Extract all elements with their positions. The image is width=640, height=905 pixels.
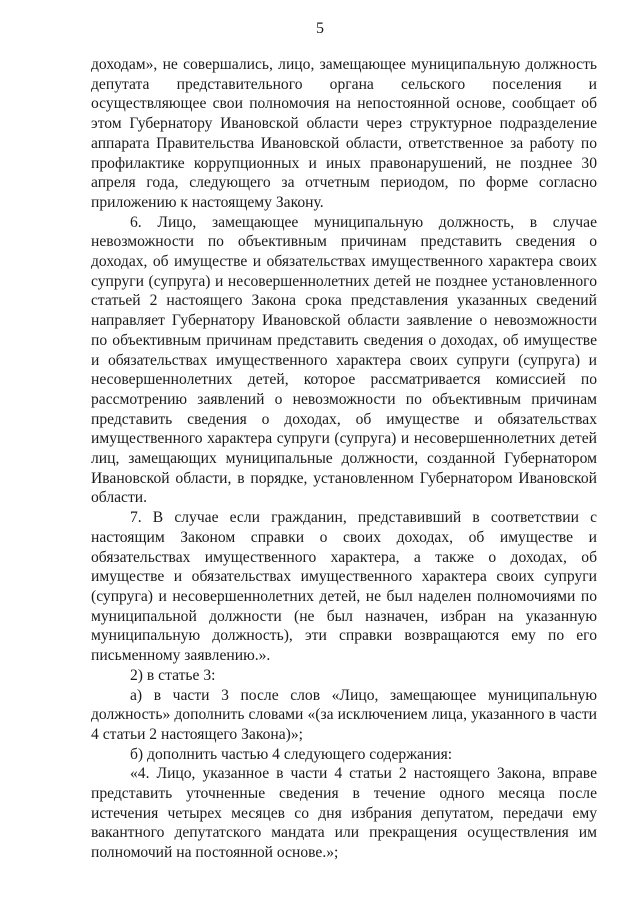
document-body [91, 55, 597, 863]
paragraph-continuation-part-5: доходам», не совершались, лицо, замещающее муниципальную должность депутата представительного органа сельского поселения и осуществляющее свои полномочия на непостоянной основе, сообщает об этом Губернатору Ивановской области через структурное подразделение аппарата Правительства Ивановской области, ответственное за работу по профилактике коррупционных и иных правонарушений, не позднее 30 апреля года, следующего за отчетным периодом, по форме согласно приложению к настоящему Закону. [91, 56, 597, 211]
page-number: 5 [316, 20, 324, 37]
paragraph-article-3-heading: 2) в статье 3: [130, 666, 216, 684]
paragraph-new-part-4: «4. Лицо, указанное в части 4 статьи 2 настоящего Закона, вправе представить уточненные сведения в течение одного месяца после истечения четырех месяцев со дня избрания депутатом, передачи ему вакантного депутатского мандата или прекращения осуществления им полномочий на постоянной основе.»; [91, 765, 597, 862]
paragraph-item-b: б) дополнить частью 4 следующего содержания: [130, 745, 453, 763]
paragraph-item-a: а) в части 3 после слов «Лицо, замещающее муниципальную должность» дополнить словами «(за исключением лица, указанного в части 4 статьи 2 настоящего Закона)»; [91, 686, 597, 743]
paragraph-part-7: 7. В случае если гражданин, представивший в соответствии с настоящим Законом справки о своих доходах, об имуществе и обязательствах имущественного характера, а также о доходах, об имуществе и обязательствах имущественного характера своих супруги (супруга) и несовершеннолетних детей, не был наделен полномочиями по муниципальной должности (не был назначен, избран на указанную муниципальную должность), эти справки возвращаются ему по его письменному заявлению.». [91, 509, 597, 665]
paragraph-part-6: 6. Лицо, замещающее муниципальную должность, в случае невозможности по объективным причинам представить сведения о доходах, об имуществе и обязательствах имущественного характера своих супруги (супруга) и несовершеннолетних детей не позднее установленного статьей 2 настоящего Закона срока представления указанных сведений направляет Губернатору Ивановской области заявление о невозможности по объективным причинам представить сведения о доходах, об имуществе и обязательствах имущественного характера своих супруги (супруга) и несовершеннолетних детей, которое рассматривается комиссией по рассмотрению заявлений о невозможности по объективным причинам представить сведения о доходах, об имуществе и обязательствах имущественного характера супруги (супруга) и несовершеннолетних детей лиц, замещающих муниципальные должности, созданной Губернатором Ивановской области, в порядке, установленном Губернатором Ивановской области. [91, 213, 597, 507]
